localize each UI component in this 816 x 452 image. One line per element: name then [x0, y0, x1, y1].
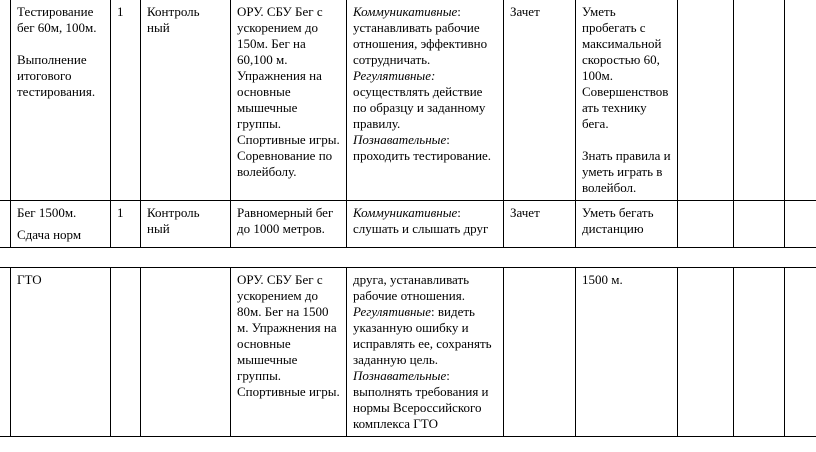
uud-cell: друга, устанавливать рабочие отношения. Регулятивные: видеть указанную ошибку и исправлять ее, сохранять заданную цель. Познавательные: выполнять требования и нормы Всероссийского комплекса ГТО [347, 268, 504, 437]
table-row [0, 268, 816, 437]
empty-cell [785, 201, 816, 248]
lesson-type-cell: Контроль ный [141, 0, 231, 201]
lesson-plan-table-page2 [0, 267, 816, 437]
uud-cell: Коммуникативные: слушать и слышать друг [347, 201, 504, 248]
content-cell: Равномерный бег до 1000 метров. [231, 201, 347, 248]
empty-cell [734, 201, 785, 248]
empty-cell [734, 0, 785, 201]
row-number-cell [0, 268, 11, 437]
hours-cell: 1 [111, 0, 141, 201]
table-row [0, 0, 816, 201]
control-cell [504, 268, 576, 437]
lesson-type-cell: Контроль ный [141, 201, 231, 248]
content-cell: ОРУ. СБУ Бег с ускорением до 80м. Бег на 1500 м. Упражнения на основные мышечные группы. Спортивные игры. [231, 268, 347, 437]
empty-cell [678, 0, 734, 201]
results-cell: Уметь бегать дистанцию [576, 201, 678, 248]
hours-cell: 1 [111, 201, 141, 248]
control-cell: Зачет [504, 0, 576, 201]
empty-cell [678, 268, 734, 437]
results-cell: 1500 м. [576, 268, 678, 437]
empty-cell [785, 268, 816, 437]
empty-cell [785, 0, 816, 201]
table-row [0, 201, 816, 248]
row-number-cell [0, 0, 11, 201]
hours-cell [111, 268, 141, 437]
uud-cell: Коммуникативные: устанавливать рабочие отношения, эффективно сотрудничать. Регулятивные: осуществлять действие по образцу и заданному правилу. Познавательные: проходить тестирование. [347, 0, 504, 201]
topic-cell: Бег 1500м. Сдача норм [11, 201, 111, 248]
row-number-cell [0, 201, 11, 248]
empty-cell [678, 201, 734, 248]
empty-cell [734, 268, 785, 437]
topic-cell: ГТО [11, 268, 111, 437]
control-cell: Зачет [504, 201, 576, 248]
content-cell: ОРУ. СБУ Бег с ускорением до 150м. Бег на 60,100 м. Упражнения на основные мышечные группы. Спортивные игры. Соревнование по волейболу. [231, 0, 347, 201]
lesson-type-cell [141, 268, 231, 437]
topic-cell: Тестирование бег 60м, 100м. Выполнение итогового тестирования. [11, 0, 111, 201]
results-cell: Уметь пробегать с максимальной скоростью 60, 100м. Совершенствов ать технику бега. Знать правила и уметь играть в волейбол. [576, 0, 678, 201]
